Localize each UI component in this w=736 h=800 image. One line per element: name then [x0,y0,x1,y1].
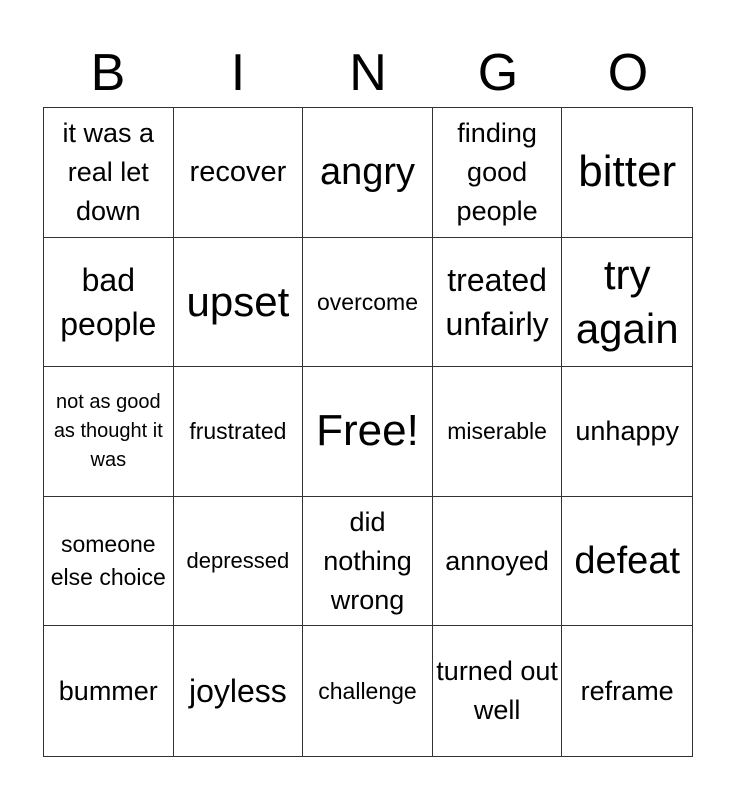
bingo-cell-r5-c3[interactable] [303,626,433,756]
free-space-label: Free! [316,406,419,456]
header-letter-o: O [607,44,649,102]
bingo-header [43,40,693,106]
cell-label: reframe [580,675,674,706]
cell-label: overcome [317,288,418,315]
cell-label: did nothing wrong [323,506,412,615]
bingo-cell-r1-c3[interactable] [303,108,433,238]
cell-label: not as good as thought it was [53,390,163,471]
bingo-cell-r3-c1[interactable] [44,367,174,497]
cell-label: depressed [186,548,290,574]
cell-label: turned out well [436,656,558,726]
cell-label: joyless [188,673,287,710]
cell-label: bummer [58,675,158,706]
bingo-board [43,107,693,757]
bingo-cell-r5-c2[interactable] [174,626,304,756]
header-letter-n: N [349,44,387,102]
bingo-cell-r2-c1[interactable] [44,238,174,368]
bingo-cell-r5-c4[interactable] [433,626,563,756]
bingo-cell-r2-c4[interactable] [433,238,563,368]
cell-label: miserable [447,418,547,445]
bingo-cell-r4-c5[interactable] [562,497,692,627]
bingo-cell-r3-c4[interactable] [433,367,563,497]
cell-label: it was a real let down [62,117,155,226]
bingo-cell-r2-c5[interactable] [562,238,692,368]
cell-label: frustrated [189,418,287,445]
bingo-cell-r3-c3-free[interactable] [303,367,433,497]
cell-label: bitter [578,147,677,197]
header-letter-i: I [230,44,246,102]
cell-label: defeat [574,540,681,583]
cell-label: try again [575,250,679,352]
cell-label: treated unfairly [445,261,549,342]
bingo-cell-r4-c3[interactable] [303,497,433,627]
cell-label: angry [319,151,416,194]
bingo-cell-r1-c1[interactable] [44,108,174,238]
cell-label: annoyed [445,545,549,576]
bingo-cell-r5-c5[interactable] [562,626,692,756]
bingo-cell-r2-c3[interactable] [303,238,433,368]
cell-label: challenge [318,678,417,705]
bingo-cell-r1-c2[interactable] [174,108,304,238]
bingo-cell-r3-c2[interactable] [174,367,304,497]
cell-label: someone else choice [50,531,166,591]
bingo-cell-r3-c5[interactable] [562,367,692,497]
bingo-cell-r2-c2[interactable] [174,238,304,368]
bingo-cell-r4-c4[interactable] [433,497,563,627]
bingo-cell-r5-c1[interactable] [44,626,174,756]
bingo-cell-r4-c2[interactable] [174,497,304,627]
cell-label: upset [186,277,290,325]
bingo-cell-r1-c5[interactable] [562,108,692,238]
header-letter-b: B [90,44,126,102]
header-letter-g: G [477,44,519,102]
cell-label: unhappy [575,415,679,446]
cell-label: finding good people [456,117,538,226]
bingo-cell-r4-c1[interactable] [44,497,174,627]
cell-label: recover [189,155,287,188]
bingo-cell-r1-c4[interactable] [433,108,563,238]
cell-label: bad people [60,261,157,342]
